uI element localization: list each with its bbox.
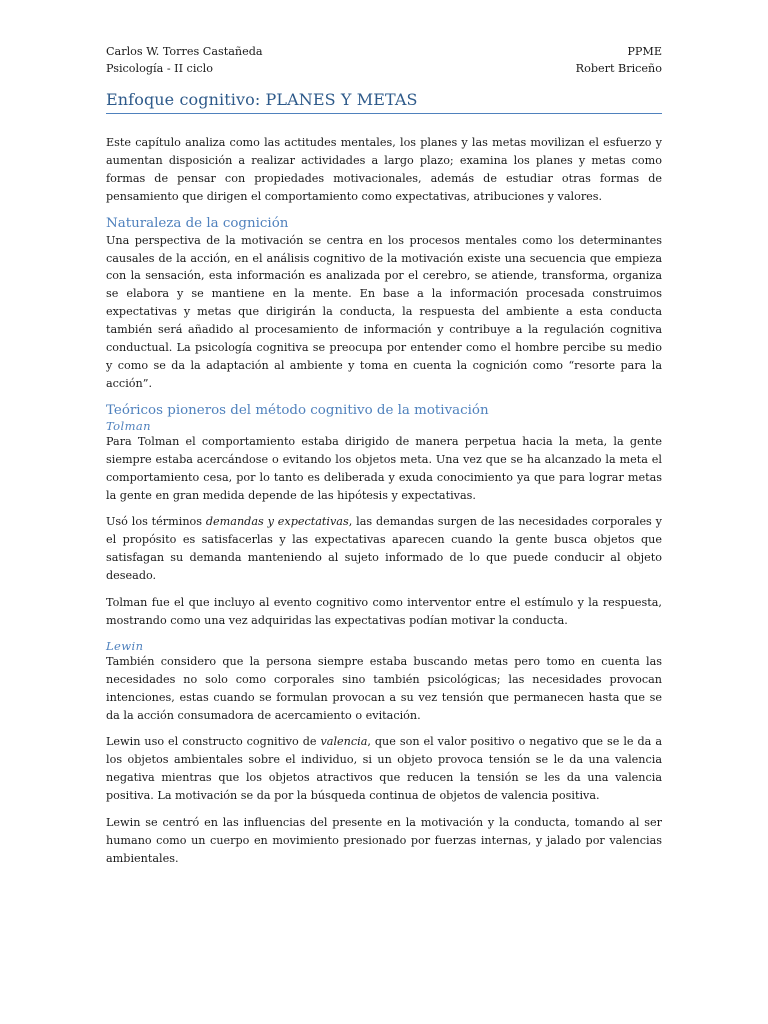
tolman-paragraph-3: Tolman fue el que incluyo al evento cognitivo como interventor entre el estímulo y la respuesta, mostrando como una vez adquiridas las expectativas podían motivar la conducta. — [106, 596, 662, 627]
page-header — [106, 43, 662, 77]
subheading-tolman: Tolman — [106, 418, 151, 433]
author-name: Carlos W. Torres Castañeda — [106, 45, 263, 58]
document-title: Enfoque cognitivo: PLANES Y METAS — [106, 90, 662, 114]
header-right — [576, 43, 662, 77]
naturaleza-paragraph: Una perspectiva de la motivación se centra en los procesos mentales como los determinantes causales de la acción, en el análisis cognitivo de la motivación existe una secuencia que empieza con la sensación, esta información es analizada por el cerebro, se atiende, transforma, organiza se elabora y se mantiene en la mente. En base a la información procesada construimos expectativas y metas que dirigirán la conducta, la respuesta del ambiente a esta conducta también será añadido al procesamiento de información y contribuye a la regulación cognitiva conductual. La psicología cognitiva se preocupa por entender como el hombre percibe su medio y como se da la adaptación al ambiente y toma en cuenta la cognición como “resorte para la acción”. — [106, 233, 662, 390]
lewin-paragraph-2: Lewin uso el constructo cognitivo de valencia, que son el valor positivo o negativo que se le da a los objetos ambientales sobre el individuo, si un objeto provoca tensión se le da una valencia negativa mientras que los objetos atractivos que reducen la tensión se les da una valencia positiva. La motivación se da por la búsqueda continua de objetos de valencia positiva. — [106, 735, 662, 803]
tolman-paragraph-1: Para Tolman el comportamiento estaba dirigido de manera perpetua hacia la meta, la gente siempre estaba acercándose o evitando los objetos meta. Una vez que se ha alcanzado la meta el comportamiento cesa, por lo tanto es deliberada y exuda conocimiento ya que para lograr metas la gente en gran medida depende de las hipótesis y expectativas. — [106, 434, 662, 502]
subheading-lewin: Lewin — [106, 638, 144, 653]
intro-paragraph: Este capítulo analiza como las actitudes mentales, los planes y las metas movilizan el esfuerzo y aumentan disposición a realizar actividades a largo plazo; examina los planes y metas como formas de pensar con propiedades motivacionales, además de estudiar otras formas de pensamiento que dirigen el comportamiento como expectativas, atribuciones y valores. — [106, 136, 662, 203]
section-heading-naturaleza: Naturaleza de la cognición — [106, 215, 289, 231]
lewin-emphasis: valencia — [320, 735, 368, 749]
tolman-paragraph-2: Usó los términos demandas y expectativas, las demandas surgen de las necesidades corporales y el propósito es satisfacerlas y las expectativas aparecen cuando la gente busca objetos que satisfagan su demanda manteniendo al sujeto informado de lo que puede conducir al objeto deseado. — [106, 515, 662, 583]
section-heading-teoricos: Teóricos pioneros del método cognitivo de la motivación — [106, 402, 489, 418]
course-name: Psicología - II ciclo — [106, 62, 213, 75]
lewin-paragraph-3: Lewin se centró en las influencias del presente en la motivación y la conducta, tomando al ser humano como un cuerpo en movimiento presionado por fuerzas internas, y jalado por valencias ambientales. — [106, 816, 662, 865]
lewin-paragraph-1: También considero que la persona siempre estaba buscando metas pero tomo en cuenta las necesidades no solo como corporales sino también psicológicas; las necesidades provocan intenciones, estas cuando se formulan provocan a su vez tensión que permanecen hasta que se da la acción consumadora de acercamiento o evitación. — [106, 654, 662, 722]
program-name: PPME — [627, 45, 662, 58]
teacher-name: Robert Briceño — [575, 62, 662, 75]
tolman-emphasis: demandas y expectativas — [205, 515, 349, 529]
document-body — [106, 134, 662, 868]
header-left — [106, 43, 263, 77]
